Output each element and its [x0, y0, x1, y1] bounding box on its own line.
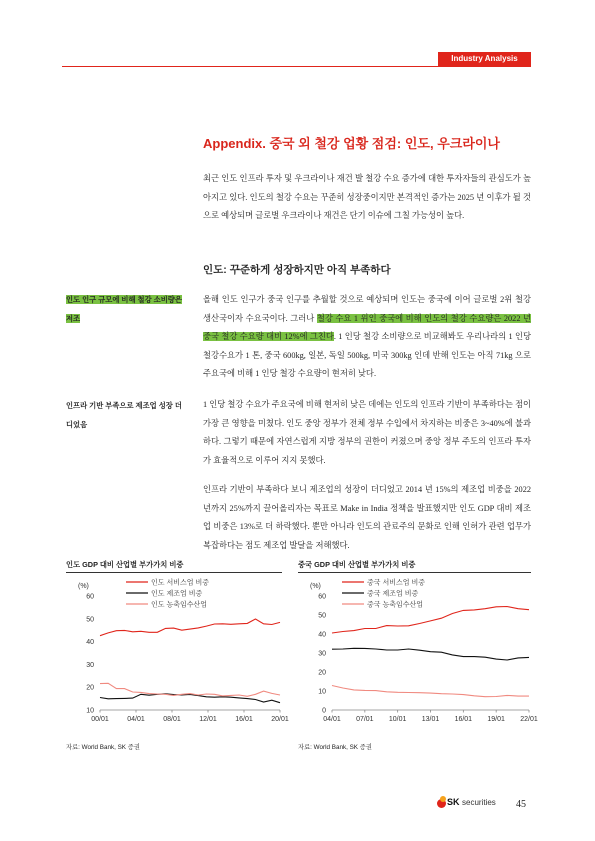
- paragraph-1-part-b: . 1 인당 철강 소비량으로 비교해봐도 우리나라의 1 인당 철강수요가 1 톤, 중국 600kg, 일본, 독일 500kg, 미국 300kg 인데 반해 인도는 아직 71kg 으로 주요국에 비해 1 인당 철강 수요량이 현저히 낮다.: [203, 332, 531, 379]
- x-tick-label: 12/01: [199, 716, 217, 723]
- y-tick-label: 10: [86, 707, 94, 715]
- page-title: Appendix. 중국 외 철강 업황 점검: 인도, 우크라이나: [203, 136, 500, 151]
- chart-right-title: 중국 GDP 대비 산업별 부가가치 비중: [298, 560, 416, 569]
- paragraph-1-highlight: 철강 수요 1 위인 중국에 비해 인도의 철강 수요량은 2022 년 중국 철강 수요량 대비 12%에 그친다: [203, 313, 531, 342]
- x-tick-label: 16/01: [454, 716, 473, 723]
- paragraph-2: 1 인당 철강 수요가 주요국에 비해 현저히 낮은 데에는 인도의 인프라 기반이 부족하다는 점이 가장 큰 영향을 미쳤다. 인도 중앙 정부가 전체 정부 수입에서 차지하는 비중은 3~40%에 불과하다. 그렇기 때문에 자연스럽게 지방 정부의 권한이 커졌으며 중앙 정부 주도의 인프라 투자가 효율적으로 이루어 지지 못했다.: [203, 400, 531, 465]
- x-tick-label: 08/01: [163, 716, 181, 723]
- y-tick-label: 60: [86, 593, 94, 601]
- y-axis-unit-label: (%): [78, 583, 89, 590]
- sk-securities-logo: [437, 795, 501, 813]
- side-note-1-text: 인도 인구 규모에 비해 철강 소비량은 저조: [66, 295, 182, 323]
- page-number: 45: [516, 799, 526, 810]
- x-tick-label: 13/01: [421, 716, 440, 723]
- y-tick-label: 40: [318, 631, 326, 639]
- legend-label-2: 인도 제조업 비중: [151, 590, 203, 598]
- y-tick-label: 60: [318, 593, 326, 601]
- series-line-1: [100, 619, 280, 636]
- sk-logo-mark-icon: [437, 799, 446, 808]
- y-tick-label: 20: [318, 669, 326, 677]
- series-line-3: [332, 686, 529, 697]
- y-axis-unit-label: (%): [310, 583, 321, 590]
- paragraph-3: 인프라 기반이 부족하다 보니 제조업의 성장이 더디었고 2014 년 15%의 제조업 비중을 2022 년까지 25%까지 끌어올리자는 목표로 Make in India 정책을 발표했지만 인도 GDP 대비 제조업 비중은 13%로 더 하락했다. 뿐만 아니라 인도의 관료주의 문화로 인해 인허가 관련 업무가 복잡하다는 점도 제조업 발달을 저해했다.: [203, 485, 531, 550]
- x-tick-label: 04/01: [127, 716, 145, 723]
- x-tick-label: 20/01: [271, 716, 289, 723]
- chart-left-source: 자료: World Bank, SK 증권: [66, 744, 140, 751]
- section-heading: 인도: 꾸준하게 성장하지만 아직 부족하다: [203, 264, 391, 276]
- legend-label-1: 인도 서비스업 비중: [151, 579, 209, 587]
- x-tick-label: 07/01: [356, 716, 374, 723]
- legend-label-3: 인도 농축임수산업: [151, 601, 208, 609]
- x-tick-label: 04/01: [323, 716, 341, 723]
- chart-right: [298, 576, 538, 734]
- y-tick-label: 20: [86, 684, 94, 692]
- x-tick-label: 10/01: [388, 716, 407, 723]
- intro-paragraph: 최근 인도 인프라 투자 및 우크라이나 재건 발 철강 수요 증가에 대한 투자자들의 관심도가 높아지고 있다. 인도의 철강 수요는 꾸준히 성장중이지만 본격적인 증가는 2025 년 이후가 될 것으로 예상되며 글로벌 우크라이나 재건은 단기 이슈에 그칠 가능성이 높다.: [203, 174, 531, 221]
- chart-left: [66, 576, 289, 734]
- legend-label-2: 중국 제조업 비중: [367, 590, 419, 598]
- paragraph-1-part-a: 올해 인도 인구가 중국 인구를 추월할 것으로 예상되며 인도는 중국에 이어 글로벌 2위 철강 생산국이자 수요국이다. 그러나: [203, 295, 531, 323]
- y-tick-label: 50: [318, 612, 326, 620]
- x-tick-label: 19/01: [487, 716, 505, 723]
- y-tick-label: 10: [318, 688, 326, 696]
- side-note-2: 인프라 기반 부족으로 제조업 성장 더디었음: [66, 401, 182, 429]
- chart-right-rule: [298, 572, 531, 573]
- logo-securities-text: securities: [462, 798, 496, 807]
- y-tick-label: 30: [318, 650, 326, 658]
- paragraph-1: [203, 291, 531, 384]
- chart-right-source: 자료: World Bank, SK 증권: [298, 744, 372, 751]
- side-note-1: [66, 291, 184, 328]
- x-tick-label: 00/01: [91, 716, 109, 723]
- logo-sk-text: SK: [447, 797, 460, 807]
- chart-left-title: 인도 GDP 대비 산업별 부가가치 비중: [66, 560, 184, 569]
- legend-label-3: 중국 농축임수산업: [367, 601, 424, 609]
- x-tick-label: 16/01: [235, 716, 253, 723]
- y-tick-label: 40: [86, 639, 94, 647]
- y-tick-label: 0: [322, 707, 326, 715]
- series-line-1: [332, 607, 529, 634]
- header-rule: [62, 66, 531, 67]
- y-tick-label: 50: [86, 616, 94, 624]
- y-tick-label: 30: [86, 661, 94, 669]
- series-line-2: [332, 648, 529, 660]
- chart-left-rule: [66, 572, 282, 573]
- x-tick-label: 22/01: [520, 716, 538, 723]
- header-label: Industry Analysis: [451, 54, 518, 63]
- legend-label-1: 중국 서비스업 비중: [367, 579, 425, 587]
